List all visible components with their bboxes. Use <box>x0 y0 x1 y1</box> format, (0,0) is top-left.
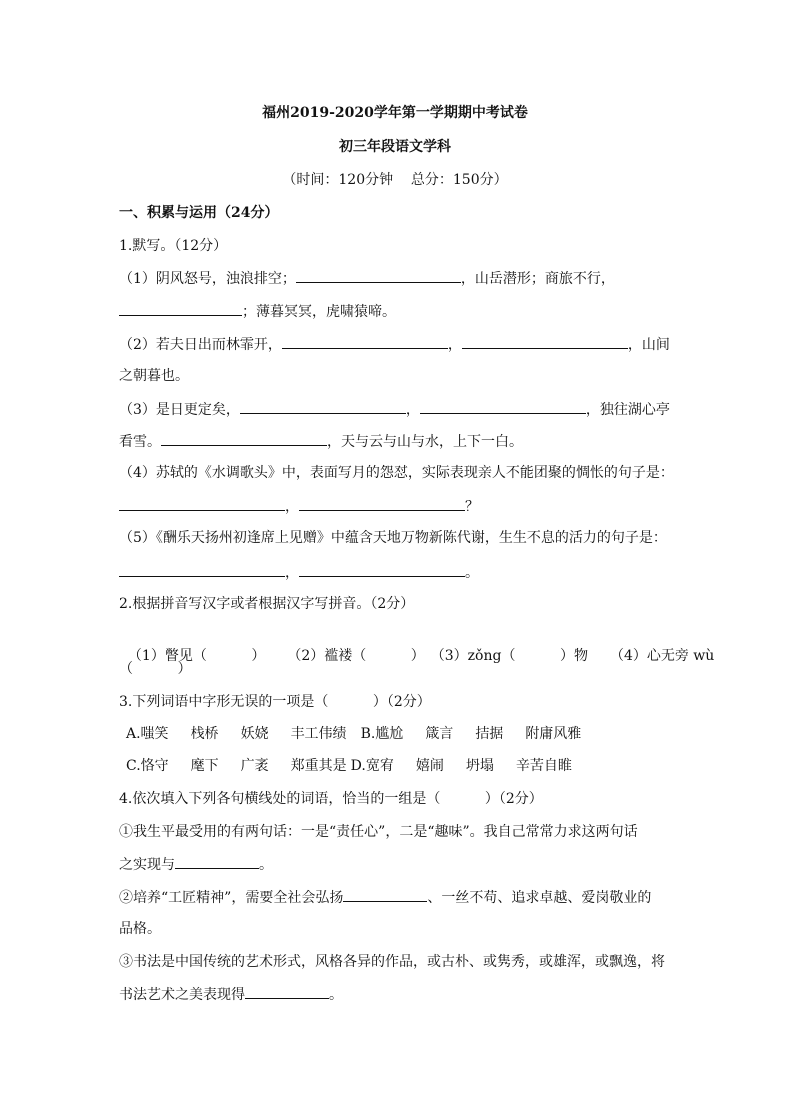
text-fragment: 之实现与 <box>119 857 175 873</box>
option-b-word-2: 箴言 <box>425 726 454 742</box>
option-a-word-3: 妖娆 <box>240 726 269 742</box>
q2-item-3: （3）zǒng（ ）物 <box>430 648 588 664</box>
text-fragment: （3）是日更定矣， <box>119 402 240 418</box>
question-1-line-6 <box>119 431 523 452</box>
text-fragment: ，天与云与山与水，上下一白。 <box>327 434 523 450</box>
question-4-para-3: ③书法是中国传统的艺术形式，风格各异的作品，或古朴、或隽秀，或雄浑，或飘逸，将 <box>119 954 665 970</box>
question-1-line-2 <box>119 301 396 322</box>
text-fragment: ，山岳潜形；商旅不行， <box>460 271 615 287</box>
option-a-word-2: 栈桥 <box>190 726 219 742</box>
text-fragment: 。 <box>329 987 343 1003</box>
question-1-line-7: （4）苏轼的《水调歌头》中，表面写月的怨怼，实际表现亲人不能团聚的惆怅的句子是： <box>119 465 674 481</box>
answer-blank[interactable] <box>282 334 448 349</box>
question-1-line-8 <box>119 496 479 517</box>
question-4-para-2-cont: 品格。 <box>119 921 161 937</box>
answer-blank[interactable] <box>119 301 242 316</box>
answer-blank[interactable] <box>175 854 259 869</box>
question-2-items <box>119 626 714 666</box>
option-d-word-2: 嬉闹 <box>415 758 444 774</box>
text-fragment: ， <box>285 499 299 515</box>
text-fragment: ， <box>405 402 420 418</box>
option-c-word-1: C.恪守 <box>126 758 169 774</box>
text-fragment: ， <box>447 337 462 353</box>
q2-item-1: （1）瞥见（ ） <box>127 648 266 664</box>
text-fragment: ？ <box>465 499 479 515</box>
text-fragment: ，山间 <box>627 337 670 353</box>
answer-blank[interactable] <box>299 496 465 511</box>
text-fragment: ；薄暮冥冥，虎啸猿啼。 <box>242 304 396 320</box>
text-fragment: 。 <box>259 857 273 873</box>
answer-blank[interactable] <box>119 562 285 577</box>
question-4-para-1-cont <box>119 854 273 875</box>
question-4-para-1: ①我生平最受用的有两句话：一是“责任心”，二是“趣味”。我自己常常力求这两句话 <box>119 824 638 840</box>
question-1-line-10 <box>119 562 479 583</box>
text-fragment: 看雪。 <box>119 434 161 450</box>
section-heading: 一、积累与运用（24分） <box>119 205 279 221</box>
question-2-stem: 2.根据拼音写汉字或者根据汉字写拼音。（2分） <box>119 596 415 612</box>
question-1-line-3 <box>119 334 670 355</box>
option-a-word-4: 丰工伟绩 <box>290 726 347 742</box>
text-fragment: ， <box>285 565 299 581</box>
answer-blank[interactable] <box>343 887 427 902</box>
exam-info: （时间：120分钟 总分：150分） <box>282 172 508 188</box>
text-fragment: ②培养“工匠精神”，需要全社会弘扬 <box>119 890 344 906</box>
question-1-line-4: 之朝暮也。 <box>119 368 189 384</box>
text-fragment: 、一丝不苟、追求卓越、爱岗敬业的 <box>427 890 652 906</box>
question-3-options-row-1 <box>119 724 581 744</box>
question-1-line-5 <box>119 399 670 420</box>
question-1-line-9: （5）《酬乐天扬州初逢席上见赠》中蕴含天地万物新陈代谢，生生不息的活力的句子是： <box>119 530 667 546</box>
text-fragment: ，独往湖心亭 <box>585 402 670 418</box>
text-fragment: 。 <box>465 565 479 581</box>
text-fragment: （1）阴风怒号，浊浪排空； <box>119 271 296 287</box>
answer-blank[interactable] <box>161 431 327 446</box>
answer-blank[interactable] <box>245 984 329 999</box>
exam-subtitle: 初三年段语文学科 <box>339 139 451 155</box>
answer-blank[interactable] <box>299 562 465 577</box>
option-d-word-4: 辛苦自睢 <box>515 758 572 774</box>
question-3-stem: 3.下列词语中字形无误的一项是（ ）（2分） <box>119 694 431 710</box>
question-1-line-1 <box>119 268 615 289</box>
option-b-word-3: 拮据 <box>475 726 504 742</box>
answer-blank[interactable] <box>462 334 628 349</box>
question-1-stem: 1.默写。（12分） <box>119 238 228 254</box>
option-c-word-4: 郑重其是 <box>290 758 347 774</box>
option-c-word-2: 麾下 <box>190 758 219 774</box>
option-d-word-1: D.宽宥 <box>350 758 394 774</box>
option-b-word-4: 附庸风雅 <box>525 726 582 742</box>
answer-blank[interactable] <box>296 268 461 283</box>
answer-blank[interactable] <box>119 496 285 511</box>
text-fragment: （2）若夫日出而林霏开， <box>119 337 282 353</box>
question-4-stem: 4.依次填入下列各句横线处的词语，恰当的一组是（ ）（2分） <box>119 791 543 807</box>
text-fragment: 书法艺术之美表现得 <box>119 987 245 1003</box>
option-c-word-3: 广袤 <box>240 758 269 774</box>
question-4-para-3-cont <box>119 984 343 1005</box>
question-3-options-row-2 <box>119 756 572 776</box>
option-d-word-3: 坍塌 <box>465 758 494 774</box>
option-b-word-1: B.尴尬 <box>360 726 404 742</box>
exam-title: 福州2019-2020学年第一学期期中考试卷 <box>262 105 528 121</box>
q2-item-2: （2）褴褛（ ） <box>287 648 425 664</box>
option-a-word-1: A.嗤笑 <box>126 726 169 742</box>
answer-blank[interactable] <box>420 399 586 414</box>
answer-blank[interactable] <box>240 399 406 414</box>
q2-item-4: （4）心无旁 wù <box>609 648 715 664</box>
q2-item-4-paren: （ ） <box>119 661 192 677</box>
question-4-para-2 <box>119 887 651 908</box>
